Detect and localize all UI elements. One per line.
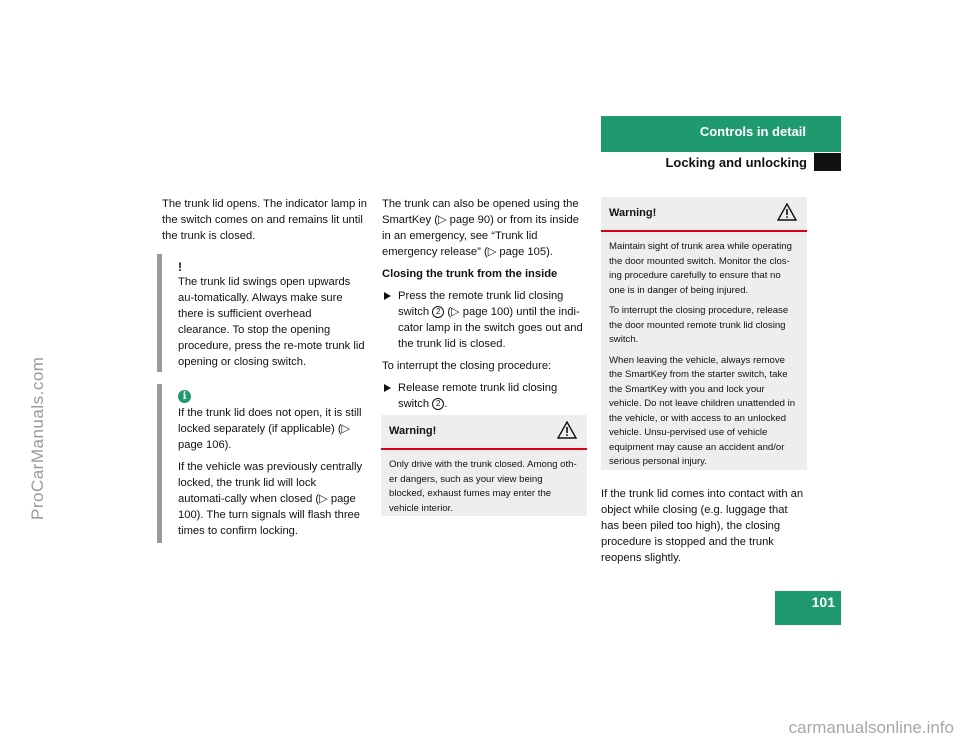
info-text-1: If the trunk lid does not open, it is still locked separately (if applicable) (▷ page 106). — [178, 407, 362, 451]
col3-outro: If the trunk lid comes into contact with an object while closing (e.g. luggage that has been piled too high), the closing procedure is stopped and the trunk reopens slightly. — [601, 488, 804, 564]
info-icon: i — [178, 390, 191, 403]
info-note — [157, 384, 365, 543]
subsection-title: Locking and unlocking — [665, 155, 807, 170]
col2-heading: Closing the trunk from the inside — [382, 268, 558, 280]
step-2-text-b: . — [444, 398, 448, 410]
col1-intro: The trunk lid opens. The indicator lamp in the switch comes on and remains lit until the trunk is closed. — [162, 198, 368, 242]
watermark-bottom: carmanualsonline.info — [788, 718, 954, 737]
column-2 — [382, 196, 587, 412]
warning-box-1 — [381, 415, 587, 516]
bullet-arrow-icon — [384, 384, 391, 392]
warning-triangle-icon — [557, 421, 577, 439]
step-1-text-a: Press the remote trunk lid closing switch — [398, 290, 564, 318]
warning-box-2 — [601, 197, 807, 470]
exclamation-icon: ! — [178, 260, 182, 274]
bullet-arrow-icon — [384, 292, 391, 300]
header-marker — [814, 153, 841, 171]
column-1 — [162, 196, 370, 543]
warning-title: Warning! — [389, 425, 437, 437]
column-3-outro — [601, 486, 808, 566]
step-2-text-a: Release remote trunk lid closing switch — [398, 382, 558, 410]
callout-number: 2 — [432, 398, 444, 410]
info-text-2: If the vehicle was previously centrally locked, the trunk lid will lock automati-cally when closed (▷ page 100). The turn signals will flash three times to confirm locking. — [178, 461, 363, 537]
caution-note — [157, 254, 365, 372]
warning-triangle-icon — [777, 203, 797, 221]
warning-text-3: When leaving the vehicle, always remove the SmartKey from the starter switch, take the SmartKey with you and lock your vehicle. Do not leave children unattended in the vehicle, or with access to an unlocked vehicle. Unsu-pervised use of vehicle equipment may cause an accident and/or serious personal injury. — [609, 354, 796, 467]
step-1 — [382, 288, 587, 352]
warning-text-1: Maintain sight of trunk area while operating the door mounted switch. Monitor the clos-ing procedure carefully to ensure that no one is in danger of being injured. — [609, 241, 792, 296]
caution-text: The trunk lid swings open upwards au-tomatically. Always make sure there is sufficient overhead clearance. To stop the opening procedure, press the re-mote trunk lid opening or closing switch. — [178, 276, 365, 368]
warning-text-2: To interrupt the closing procedure, release the door mounted remote trunk lid closing switch. — [609, 305, 789, 345]
warning-title: Warning! — [609, 207, 657, 219]
watermark-left: ProCarManuals.com — [28, 356, 47, 520]
page-number: 101 — [811, 594, 835, 610]
warning-header — [601, 197, 807, 232]
warning-text: Only drive with the trunk closed. Among oth-er dangers, such as your view being blocked, exhaust fumes may enter the vehicle interior. — [389, 459, 577, 514]
step-2 — [382, 380, 587, 412]
section-title: Controls in detail — [699, 124, 806, 139]
step-1-text-b: (▷ page 100) until the indi-cator lamp in the switch goes out and the trunk lid is closed. — [398, 306, 583, 350]
warning-header — [381, 415, 587, 450]
col2-intro: The trunk can also be opened using the SmartKey (▷ page 90) or from its inside in an emergency, see “Trunk lid emergency release” (▷ page 105). — [382, 198, 579, 258]
interrupt-label: To interrupt the closing procedure: — [382, 360, 552, 372]
callout-number: 2 — [432, 306, 444, 318]
